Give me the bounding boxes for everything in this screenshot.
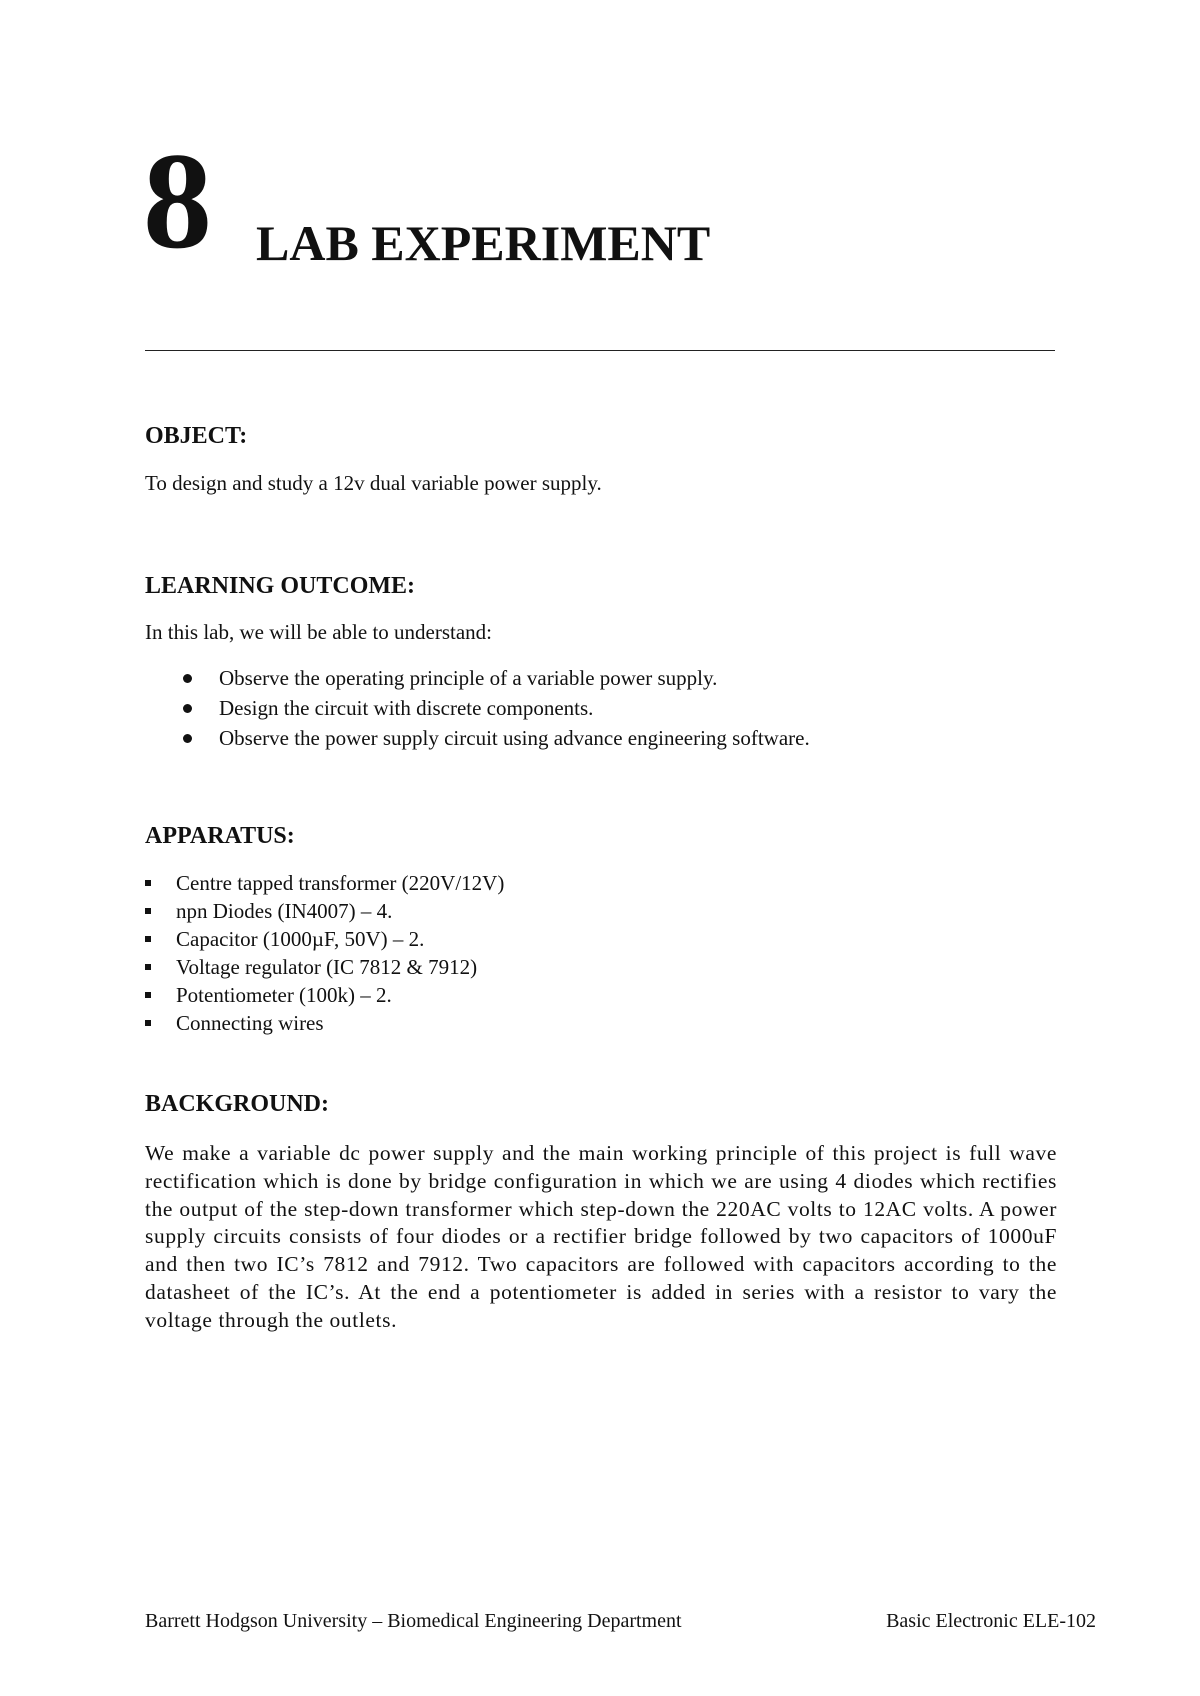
- apparatus-heading: APPARATUS:: [145, 823, 295, 849]
- list-item: [145, 953, 504, 981]
- list-item: [145, 1009, 504, 1037]
- background-heading: BACKGROUND:: [145, 1091, 329, 1117]
- list-item-text: Capacitor (1000µF, 50V) – 2.: [176, 927, 425, 951]
- list-item-text: Potentiometer (100k) – 2.: [176, 983, 392, 1007]
- learning-outcome-heading: LEARNING OUTCOME:: [145, 573, 416, 599]
- bullet-dot-icon: [183, 734, 192, 743]
- title-divider: [145, 350, 1055, 351]
- bullet-dot-icon: [183, 674, 192, 683]
- list-item: [145, 897, 504, 925]
- background-paragraph: We make a variable dc power supply and the main working principle of this project is full wave rectification which is done by bridge configuration in which we are using 4 diodes which rectifies the output of the step-down transformer which step-down the 220AC volts to 12AC volts. A power supply circuits consists of four diodes or a rectifier bridge followed by two capacitors of 1000uF and then two IC’s 7812 and 7912. Two capacitors are followed with capacitors according to the datasheet of the IC’s. At the end a potentiometer is added in series with a resistor to vary the voltage through the outlets.: [145, 1141, 1057, 1332]
- apparatus-list: [145, 869, 504, 1037]
- bullet-square-icon: [145, 1020, 151, 1026]
- list-item-text: npn Diodes (IN4007) – 4.: [176, 899, 393, 923]
- list-item: [145, 869, 504, 897]
- list-item-text: Voltage regulator (IC 7812 & 7912): [176, 955, 478, 979]
- list-item-text: Observe the operating principle of a variable power supply.: [219, 666, 718, 690]
- list-item: [145, 663, 810, 693]
- list-item: [145, 925, 504, 953]
- list-item-text: Connecting wires: [176, 1011, 324, 1035]
- chapter-title: LAB EXPERIMENT: [256, 215, 711, 271]
- bullet-square-icon: [145, 880, 151, 886]
- list-item: [145, 723, 810, 753]
- learning-outcome-list: [145, 663, 810, 753]
- list-item-text: Design the circuit with discrete components.: [219, 696, 594, 720]
- learning-outcome-intro: In this lab, we will be able to understand:: [145, 620, 493, 644]
- chapter-number: 8: [143, 124, 212, 277]
- bullet-square-icon: [145, 936, 151, 942]
- list-item-text: Centre tapped transformer (220V/12V): [176, 871, 505, 895]
- bullet-square-icon: [145, 908, 151, 914]
- object-heading: OBJECT:: [145, 423, 248, 449]
- footer-course: Basic Electronic ELE-102: [886, 1610, 1096, 1632]
- object-text: To design and study a 12v dual variable power supply.: [145, 471, 602, 495]
- list-item-text: Observe the power supply circuit using advance engineering software.: [219, 726, 810, 750]
- list-item: [145, 693, 810, 723]
- bullet-square-icon: [145, 992, 151, 998]
- bullet-dot-icon: [183, 704, 192, 713]
- footer-institution: Barrett Hodgson University – Biomedical Engineering Department: [145, 1610, 682, 1632]
- bullet-square-icon: [145, 964, 151, 970]
- list-item: [145, 981, 504, 1009]
